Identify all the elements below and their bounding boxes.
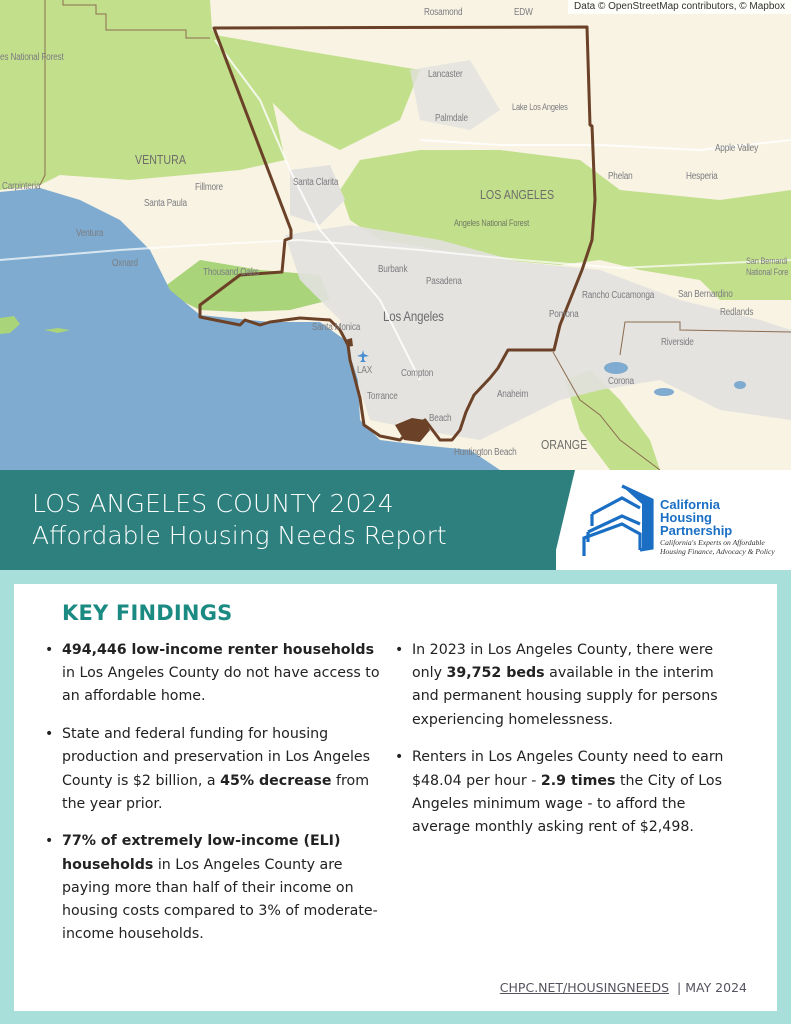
map-label-edw: EDW	[514, 7, 533, 18]
map-label-thousand-oaks: Thousand Oaks	[203, 267, 259, 278]
finding-item: • Renters in Los Angeles County need to earn $48.04 per hour - 2.9 times the City of Los Angeles minimum wage - to afford the average monthly asking rent of $2,498.	[412, 746, 732, 839]
chp-logo	[580, 482, 790, 562]
airport-icon	[357, 350, 369, 362]
report-title-name: Affordable Housing Needs Report	[32, 521, 447, 550]
map-label-angeles-national-forest: Angeles National Forest	[454, 218, 529, 228]
bullet-icon: •	[45, 642, 54, 658]
housing-needs-link[interactable]: CHPC.NET/HOUSINGNEEDS	[499, 980, 670, 995]
map-label-anaheim: Anaheim	[497, 389, 529, 400]
map-label-ventura-county: VENTURA	[135, 152, 186, 167]
map-label-los-angeles-city: Los Angeles	[383, 308, 444, 324]
bullet-icon: •	[45, 726, 54, 743]
map-label-orange-county: ORANGE	[541, 437, 588, 452]
map-attribution[interactable]: Data © OpenStreetMap contributors, © Mapbox	[568, 0, 791, 14]
finding-item: • 494,446 low-income renter households in Los Angeles County do not have access to an affordable home.	[62, 639, 382, 709]
map-label-phelan: Phelan	[608, 171, 633, 182]
chp-building-icon	[580, 482, 658, 562]
map-label-fillmore: Fillmore	[195, 182, 223, 193]
bullet-icon: •	[45, 833, 54, 850]
map-label-santa-monica: Santa Monica	[312, 322, 361, 333]
map-label-lancaster: Lancaster	[428, 69, 463, 80]
logo-tagline: California's Experts on Affordable Housing Finance, Advocacy & Policy	[660, 538, 775, 556]
map-label-long-beach: Beach	[429, 413, 452, 424]
map-label-corona: Corona	[608, 376, 634, 387]
map-label-national-forest-west: es National Forest	[0, 52, 64, 63]
map-label-redlands: Redlands	[720, 307, 754, 318]
map-label-oxnard: Oxnard	[112, 258, 138, 269]
report-title-county: LOS ANGELES COUNTY 2024	[32, 489, 394, 518]
map-label-ventura-city: Ventura	[76, 228, 104, 239]
map-label-pasadena: Pasadena	[426, 276, 462, 287]
map-label-san-bernardino-nf-1: San Bernardi	[746, 256, 788, 266]
finding-item: • State and federal funding for housing production and preservation in Los Angeles County is $2 billion, a 45% decrease from the year prior.	[62, 723, 382, 816]
map-label-compton: Compton	[401, 368, 434, 379]
bullet-icon: •	[395, 749, 404, 766]
map-label-santa-paula: Santa Paula	[144, 198, 187, 209]
map-label-lax: LAX	[357, 365, 373, 376]
map-label-santa-clarita: Santa Clarita	[293, 177, 339, 188]
key-findings-card	[14, 584, 777, 1011]
map-label-san-bernardino-nf-2: National Fore	[746, 267, 789, 277]
map-label-san-bernardino: San Bernardino	[678, 289, 733, 300]
map-label-hesperia: Hesperia	[686, 171, 718, 182]
map-label-los-angeles-county: LOS ANGELES	[480, 187, 555, 202]
logo-org-name: California Housing Partnership	[660, 497, 733, 538]
map-label-rancho-cucamonga: Rancho Cucamonga	[582, 290, 655, 301]
map-label-pomona: Pomona	[549, 309, 579, 320]
bullet-icon: •	[395, 642, 404, 658]
map-label-burbank: Burbank	[378, 264, 408, 275]
map-label-carpinteria: Carpinteria	[2, 181, 41, 192]
map-label-torrance: Torrance	[367, 391, 398, 402]
finding-item: • In 2023 in Los Angeles County, there were only 39,752 beds available in the interim and permanent housing supply for persons experiencing homelessness.	[412, 639, 732, 732]
map-label-riverside: Riverside	[661, 337, 694, 348]
map-label-apple-valley: Apple Valley	[715, 143, 759, 154]
report-date: | MAY 2024	[677, 980, 747, 995]
footer	[500, 980, 747, 995]
map-label-palmdale: Palmdale	[435, 113, 468, 124]
finding-item: • 77% of extremely low-income (ELI) households in Los Angeles County are paying more than half of their income on housing costs compared to 3% of moderate-income households.	[62, 830, 382, 946]
findings-column-right	[395, 639, 732, 854]
county-map	[0, 0, 791, 470]
map-label-lake-los-angeles: Lake Los Angeles	[512, 102, 568, 112]
map-label-huntington-beach: Huntington Beach	[454, 447, 517, 458]
key-findings-heading: KEY FINDINGS	[62, 601, 233, 625]
findings-column-left	[45, 639, 382, 961]
map-label-rosamond: Rosamond	[424, 7, 463, 18]
